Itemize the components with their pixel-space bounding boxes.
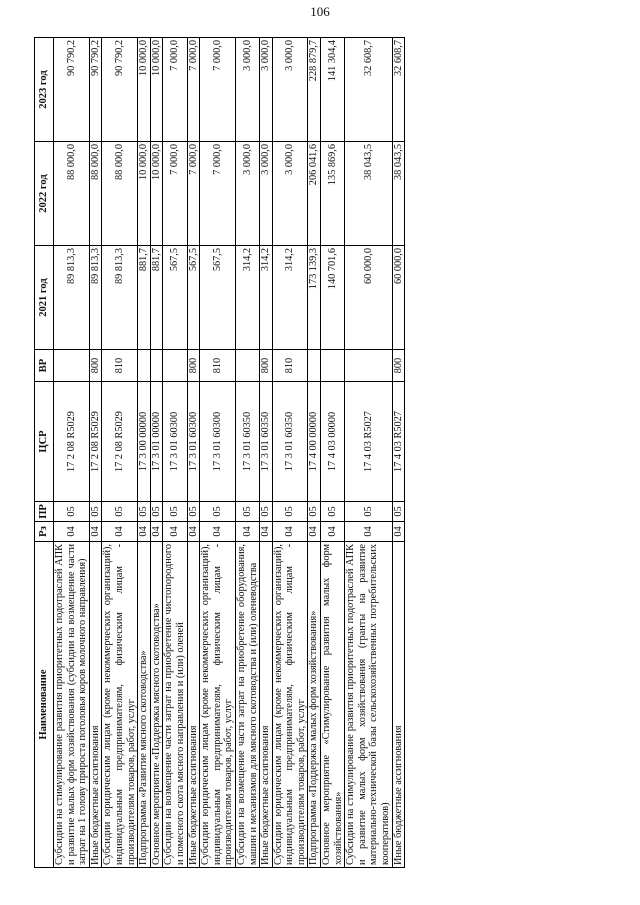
- row-2023: 3 000,0: [272, 38, 308, 142]
- table-row: [102, 38, 138, 868]
- row-pr: 05: [260, 502, 273, 522]
- row-2021: 567,5: [200, 246, 236, 350]
- row-2022: 7 000,0: [163, 142, 187, 246]
- row-csr: 17 4 03 00000: [321, 382, 345, 502]
- row-name: Иные бюджетные ассигнования: [260, 542, 273, 868]
- row-2022: 135 869,6: [321, 142, 345, 246]
- row-2022: 88 000,0: [89, 142, 102, 246]
- table-row: [308, 38, 321, 868]
- row-pr: 05: [150, 502, 163, 522]
- table-row: [272, 38, 308, 868]
- row-rz: 04: [272, 522, 308, 542]
- row-csr: 17 2 08 R5029: [102, 382, 138, 502]
- table-row: [89, 38, 102, 868]
- row-vr: [163, 350, 187, 382]
- row-csr: 17 3 01 60300: [163, 382, 187, 502]
- header-vr: ВР: [35, 350, 54, 382]
- row-pr: 05: [200, 502, 236, 522]
- row-csr: 17 2 08 R5029: [54, 382, 90, 502]
- row-pr: 05: [308, 502, 321, 522]
- row-2022: 38 043,5: [392, 142, 405, 246]
- table-row: [260, 38, 273, 868]
- row-name: Субсидии на стимулирование развития приоритетных подотраслей АПК и развитие малых форм хозяйствования (субсидии на возмещение части затрат на 1 голову прироста поголовья коров молочного направления): [54, 542, 90, 868]
- row-2022: 88 000,0: [102, 142, 138, 246]
- row-2021: 314,2: [272, 246, 308, 350]
- row-csr: 17 3 01 60300: [200, 382, 236, 502]
- row-vr: [150, 350, 163, 382]
- row-2022: 10 000,0: [150, 142, 163, 246]
- row-2023: 7 000,0: [187, 38, 200, 142]
- row-rz: 04: [102, 522, 138, 542]
- budget-table: [34, 37, 405, 868]
- table-row: [392, 38, 405, 868]
- row-csr: 17 3 01 60350: [272, 382, 308, 502]
- row-vr: 800: [89, 350, 102, 382]
- row-rz: 04: [321, 522, 345, 542]
- row-rz: 04: [138, 522, 151, 542]
- row-csr: 17 4 00 00000: [308, 382, 321, 502]
- row-2023: 32 608,7: [345, 38, 392, 142]
- row-rz: 04: [150, 522, 163, 542]
- row-2023: 90 790,2: [102, 38, 138, 142]
- row-2021: 140 701,6: [321, 246, 345, 350]
- table-row: [54, 38, 90, 868]
- header-rz: Рз: [35, 522, 54, 542]
- row-2022: 10 000,0: [138, 142, 151, 246]
- row-2021: 60 000,0: [345, 246, 392, 350]
- table-row: [235, 38, 259, 868]
- row-vr: [54, 350, 90, 382]
- table-row: [321, 38, 345, 868]
- row-2021: 567,5: [187, 246, 200, 350]
- row-2022: 88 000,0: [54, 142, 90, 246]
- row-2022: 7 000,0: [187, 142, 200, 246]
- row-2022: 38 043,5: [345, 142, 392, 246]
- row-vr: [138, 350, 151, 382]
- row-2022: 3 000,0: [272, 142, 308, 246]
- row-csr: 17 4 03 R5027: [345, 382, 392, 502]
- row-csr: 17 3 00 00000: [138, 382, 151, 502]
- row-2023: 141 304,4: [321, 38, 345, 142]
- row-2022: 3 000,0: [235, 142, 259, 246]
- row-2022: 206 041,6: [308, 142, 321, 246]
- row-pr: 05: [102, 502, 138, 522]
- row-2023: 90 790,2: [89, 38, 102, 142]
- header-2022: 2022 год: [35, 142, 54, 246]
- row-rz: 04: [392, 522, 405, 542]
- header-name: Наименование: [35, 542, 54, 868]
- row-csr: 17 4 03 R5027: [392, 382, 405, 502]
- row-rz: 04: [235, 522, 259, 542]
- row-rz: 04: [187, 522, 200, 542]
- rotated-table-container: [34, 38, 542, 868]
- row-rz: 04: [89, 522, 102, 542]
- row-2021: 567,5: [163, 246, 187, 350]
- row-2023: 228 879,7: [308, 38, 321, 142]
- row-name: Субсидии юридическим лицам (кроме некоммерческих организаций), индивидуальным предпринимателям, физическим лицам - производителям товаров, работ, услуг: [102, 542, 138, 868]
- table-row: [138, 38, 151, 868]
- row-rz: 04: [163, 522, 187, 542]
- table-row: [163, 38, 187, 868]
- row-vr: 810: [272, 350, 308, 382]
- row-rz: 04: [308, 522, 321, 542]
- row-2022: 7 000,0: [200, 142, 236, 246]
- row-2021: 89 813,3: [54, 246, 90, 350]
- row-csr: 17 3 01 60350: [260, 382, 273, 502]
- row-2021: 314,2: [235, 246, 259, 350]
- row-rz: 04: [200, 522, 236, 542]
- row-rz: 04: [345, 522, 392, 542]
- row-rz: 04: [260, 522, 273, 542]
- row-name: Основное мероприятие «Стимулирование развития малых форм хозяйствования»: [321, 542, 345, 868]
- row-pr: 05: [138, 502, 151, 522]
- row-2023: 7 000,0: [163, 38, 187, 142]
- row-pr: 05: [235, 502, 259, 522]
- table-row: [200, 38, 236, 868]
- row-2021: 881,7: [150, 246, 163, 350]
- row-name: Субсидии на стимулирование развития приоритетных подотраслей АПК и развитие малых форм хозяйствования (гранты на развитие материально-технической базы сельскохозяйственных потребительских кооперативов): [345, 542, 392, 868]
- row-csr: 17 3 01 00000: [150, 382, 163, 502]
- row-name: Иные бюджетные ассигнования: [392, 542, 405, 868]
- row-vr: [235, 350, 259, 382]
- row-vr: 800: [187, 350, 200, 382]
- header-csr: ЦСР: [35, 382, 54, 502]
- row-pr: 05: [345, 502, 392, 522]
- row-pr: 05: [89, 502, 102, 522]
- row-vr: 800: [260, 350, 273, 382]
- table-row: [187, 38, 200, 868]
- row-vr: 810: [102, 350, 138, 382]
- row-name: Субсидии юридическим лицам (кроме некоммерческих организаций), индивидуальным предпринимателям, физическим лицам - производителям товаров, работ, услуг: [200, 542, 236, 868]
- header-2023: 2023 год: [35, 38, 54, 142]
- row-name: Основное мероприятие «Поддержка мясного скотоводства»: [150, 542, 163, 868]
- row-2023: 3 000,0: [235, 38, 259, 142]
- row-2021: 314,2: [260, 246, 273, 350]
- row-pr: 05: [163, 502, 187, 522]
- row-2023: 10 000,0: [138, 38, 151, 142]
- row-2021: 60 000,0: [392, 246, 405, 350]
- row-2021: 89 813,3: [89, 246, 102, 350]
- header-2021: 2021 год: [35, 246, 54, 350]
- header-row: [35, 38, 54, 868]
- row-csr: 17 3 01 60300: [187, 382, 200, 502]
- row-vr: [321, 350, 345, 382]
- row-csr: 17 3 01 60350: [235, 382, 259, 502]
- row-2023: 90 790,2: [54, 38, 90, 142]
- row-2023: 7 000,0: [200, 38, 236, 142]
- row-2021: 89 813,3: [102, 246, 138, 350]
- row-csr: 17 2 08 R5029: [89, 382, 102, 502]
- row-name: Субсидии юридическим лицам (кроме некоммерческих организаций), индивидуальным предпринимателям, физическим лицам - производителям товаров, работ, услуг: [272, 542, 308, 868]
- row-2023: 10 000,0: [150, 38, 163, 142]
- row-vr: [345, 350, 392, 382]
- row-2021: 173 139,3: [308, 246, 321, 350]
- table-row: [345, 38, 392, 868]
- row-rz: 04: [54, 522, 90, 542]
- row-pr: 05: [187, 502, 200, 522]
- row-vr: 800: [392, 350, 405, 382]
- row-name: Иные бюджетные ассигнования: [187, 542, 200, 868]
- row-name: Субсидии на возмещение части затрат на приобретение оборудования, машин и механизмов для мясного скотоводства и (или) оленеводства: [235, 542, 259, 868]
- row-pr: 05: [392, 502, 405, 522]
- page-number: 106: [310, 4, 330, 19]
- header-pr: ПР: [35, 502, 54, 522]
- row-pr: 05: [321, 502, 345, 522]
- table-row: [150, 38, 163, 868]
- row-2023: 32 608,7: [392, 38, 405, 142]
- row-name: Субсидии на возмещение части затрат на приобретение чистопородного и помесного скота мясного направления и (или) оленей: [163, 542, 187, 868]
- row-pr: 05: [54, 502, 90, 522]
- row-2022: 3 000,0: [260, 142, 273, 246]
- row-pr: 05: [272, 502, 308, 522]
- row-2023: 3 000,0: [260, 38, 273, 142]
- row-vr: [308, 350, 321, 382]
- row-vr: 810: [200, 350, 236, 382]
- row-name: Иные бюджетные ассигнования: [89, 542, 102, 868]
- row-name: Подпрограмма «Развитие мясного скотоводства»: [138, 542, 151, 868]
- row-2021: 881,7: [138, 246, 151, 350]
- row-name: Подпрограмма «Поддержка малых форм хозяйствования»: [308, 542, 321, 868]
